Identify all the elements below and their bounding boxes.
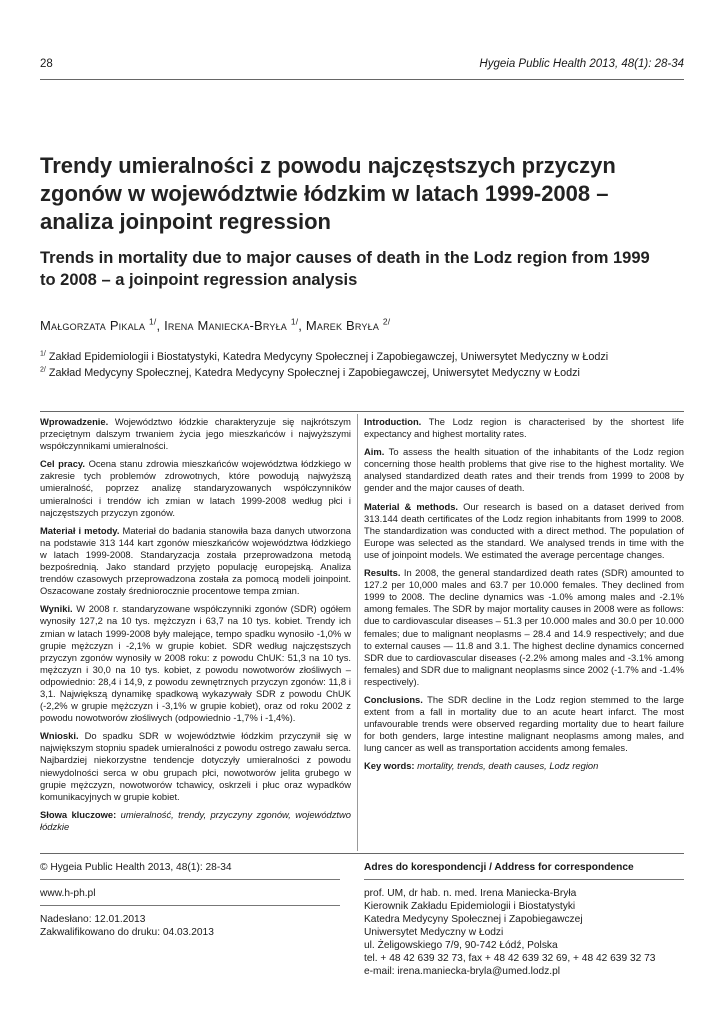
accepted-date: Zakwalifikowano do druku: 04.03.2013: [40, 927, 214, 938]
footer-publication-info: [40, 861, 340, 939]
footer-left-rule-2: [40, 905, 340, 906]
abstract-pl-aim: Cel pracy. Ocena stanu zdrowia mieszkańców województwa łódzkiego w zakresie tych problemów zdrowotnych, które powodują najwyższą umieralność, poprzez analizę standaryzowanych współczynników umieralności i trendów ich zmian w latach 1999-2008 według płci i najczęstszych przyczyn zgonów.: [40, 458, 351, 518]
author-2-affil: 1/: [290, 316, 299, 327]
abstract-en-introduction: Introduction. The Lodz region is characterised by the shortest life expectancy and highest mortality rates.: [364, 416, 684, 440]
correspondence-phone: tel. + 48 42 639 32 73, fax + 48 42 639 32 69, + 48 42 639 32 73: [364, 953, 656, 964]
correspondence-heading: Adres do korespondencji / Address for correspondence: [364, 862, 634, 873]
correspondence-position: Kierownik Zakładu Epidemiologii i Biostatystyki: [364, 901, 576, 912]
header-rule: [40, 79, 684, 80]
footer-left-rule: [40, 879, 340, 880]
abstract-bottom-rule: [40, 853, 684, 854]
correspondence-name: prof. UM, dr hab. n. med. Irena Maniecka-Bryła: [364, 888, 577, 899]
abstract-pl-conclusions: Wnioski. Do spadku SDR w województwie łódzkim przyczynił się w największym stopniu spadek umieralności z powodu ostrego zawału serca. Najbardziej niekorzystne tendencje dotyczyły umieralności z powodu niewydolności serca w obu grupach płci, nowotworów jelita grubego w grupie mężczyzn, nowotworów tchawicy, oskrzeli i płuc oraz wypadków komunikacyjnych w grupie kobiet.: [40, 730, 352, 802]
keywords-english: Key words: mortality, trends, death causes, Lodz region: [364, 760, 599, 772]
correspondence-department: Katedra Medycyny Społecznej i Zapobiegawczej: [364, 914, 583, 925]
abstract-en-conclusions: Conclusions. The SDR decline in the Lodz region stemmed to the large extent from a fall in mortality due to an acute heart infarct. The most unfavourable trends were observed regarding mortality due to heart failure for both genders, large intestine malignant neoplasms among males, and lung cancer as well as transportation accidents among females.: [364, 693, 684, 754]
affiliations: [40, 349, 608, 381]
author-1-affil: 1/: [149, 316, 157, 327]
received-date: Nadesłano: 12.01.2013: [40, 914, 146, 925]
page-number: 28: [40, 58, 53, 70]
abstract-pl-introduction: Wprowadzenie. Województwo łódzkie charakteryzuje się najkrótszym przeciętnym dalszym trwaniem życia jego mieszkańców i najwyższymi współczynnikami umieralności.: [40, 416, 351, 452]
website-link[interactable]: www.h-ph.pl: [40, 888, 96, 899]
affiliation-2: $^{2/}$ Zakład Medycyny Społecznej, Katedra Medycyny Społecznej i Zapobiegawczej, Uniwersytet Medyczny w Łodzi: [40, 366, 580, 379]
keywords-polish: Słowa kluczowe: umieralność, trendy, przyczyny zgonów, województwo łódzkie: [40, 808, 352, 832]
affiliation-1: $^{1/}$ Zakład Epidemiologii i Biostatystyki, Katedra Medycyny Społecznej i Zapobiegawczej, Uniwersytet Medyczny w Łodzi: [40, 350, 609, 363]
author-3: Marek Bryła: [305, 318, 380, 333]
author-2: Irena Maniecka-Bryła: [164, 318, 287, 333]
copyright-line: © Hygeia Public Health 2013, 48(1): 28-34: [40, 862, 232, 873]
abstract-pl-results: Wyniki. W 2008 r. standaryzowane współczynniki zgonów (SDR) ogółem wynosiły 127,2 na 10 tys. mężczyzn i 63,7 na 10 tys. kobiet. Trendy ich zmian w latach 1999-2008 były malejące, tempo spadku wynosiło -1,0% w grupie mężczyzn i -2,1% w grupie kobiet. SDR według najczęstszych przyczyn zgonów wynosiły w 2008 roku: z powodu ChUK: 51,3 na 10 tys. mężczyzn i 30,0 na 10 tys. kobiet, z powodu nowotworów złośliwych – odpowiednio: 28,4 i 14,9, z powodu zewnętrznych przyczyn zgonów: 11,8 i 3,1. Największą dynamikę spadkową wykazywały SDR z powodu ChUK (-2,2% w grupie mężczyzn i -3,1% w grupie kobiet), oraz od roku 2002 z powodu nowotworów złośliwych (odpowiednio -1,7% i -1,4%).: [40, 603, 351, 724]
abstract-english: [364, 416, 684, 779]
title-english: Trends in mortality due to major causes of death in the Lodz region from 1999 to 2008 – a joinpoint regression analysis: [40, 249, 650, 289]
author-3-affil: 2/: [382, 316, 391, 327]
abstract-en-methods: Material & methods. Our research is based on a dataset derived from 313.144 death certificates of the Lodz region inhabitants from 1999 to 2008. The standardization was conducted with a direct method. The population of Europe was selected as the standard. We analysed trends in time with the use of joinpoint models. We estimated the average percentage changes.: [364, 500, 684, 560]
abstract-en-results: Results. In 2008, the general standardized death rates (SDR) amounted to 127.2 per 10,000 males and 63.7 per 10.000 females. They declined from 1999 to 2008. The decline dynamics was -1.0% among males and -2.1% among females. The SDR by major mortality causes in 2008 were as follows: due to cardiovascular diseases – 51.3 per 10.000 males and 30.0 per 10.000 females; due to malignant neoplasms – 28.4 and 14.9 respectively; and due to external causes — 11.8 and 3.1. The highest decline dynamics concerned SDR due to cardiovascular diseases (-2.2% among males and -3.1% among females) and SDR due to malignant neoplasms since 2002 (-1.7% and -1.4% respectively).: [364, 567, 684, 687]
correspondence-email[interactable]: e-mail: irena.maniecka-bryla@umed.lodz.pl: [364, 966, 561, 977]
abstract-pl-methods: Materiał i metody. Materiał do badania stanowiła baza danych utworzona na podstawie 313 144 kart zgonów mieszkańców województwa łódzkiego w latach 1999-2008. Standaryzacja została przeprowadzona metodą bezpośrednią. Jako standard przyjęto populację europejską. Analiza trendów czasowych przeprowadzona została za pomocą modeli joinpoint. Oszacowane zostały średniorocznie procentowe tempa zmian.: [40, 524, 351, 597]
abstract-column-divider: [357, 414, 358, 851]
abstract-polish: [40, 416, 351, 839]
abstract-top-rule: [40, 411, 684, 412]
journal-citation: Hygeia Public Health 2013, 48(1): 28-34: [479, 58, 684, 70]
footer-right-rule: [364, 879, 684, 880]
abstract-en-aim: Aim. To assess the health situation of the inhabitants of the Lodz region concerning those health problems that give rise to the highest mortality. We analysed standardized death rates and their trends from 1999 to 2008 by gender and the major causes of death.: [364, 446, 684, 494]
footer-correspondence: [364, 861, 684, 978]
correspondence-street: ul. Żeligowskiego 7/9, 90-742 Łódź, Polska: [364, 940, 558, 951]
title-polish: Trendy umieralności z powodu najczęstszych przyczyn zgonów w województwie łódzkim w latach 1999-2008 – analiza joinpoint regression: [40, 153, 616, 234]
authors: Małgorzata Pikala $^{1/}$, Irena Maniecka-Bryła $^{1/}$, Marek Bryła $^{2/}$: [40, 316, 391, 333]
author-1: Małgorzata Pikala: [40, 318, 146, 333]
correspondence-university: Uniwersytet Medyczny w Łodzi: [364, 927, 504, 938]
